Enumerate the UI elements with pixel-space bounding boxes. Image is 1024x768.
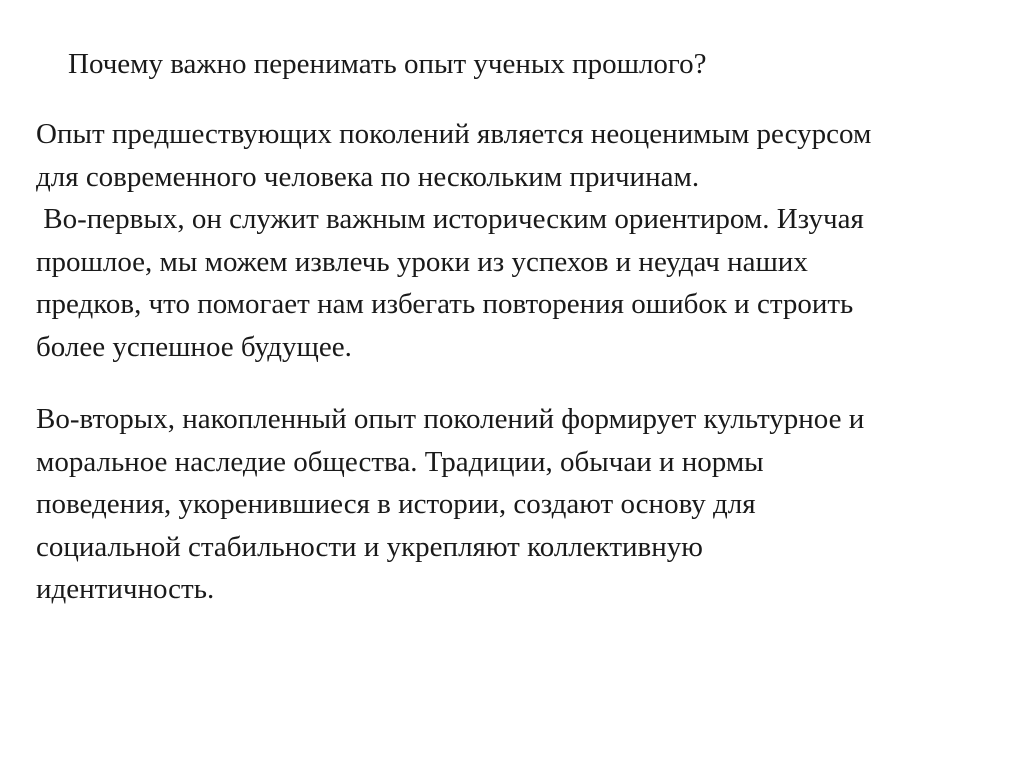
text-line: поведения, укоренившиеся в истории, создают основу для [36, 488, 756, 520]
text-line: идентичность. [36, 573, 215, 605]
text-line: прошлое, мы можем извлечь уроки из успехов и неудач наших [36, 245, 808, 278]
text-line: Опыт предшествующих поколений является неоценимым ресурсом [36, 118, 872, 150]
text-line: более успешное будущее. [36, 330, 352, 363]
paragraph-second-reason [36, 398, 1020, 611]
text-line: для современного человека по нескольким причинам. [36, 160, 700, 193]
text-line: моральное наследие общества. Традиции, обычаи и нормы [36, 445, 764, 478]
text-line: Во-первых, он служит важным историческим ориентиром. Изучая [36, 203, 864, 235]
text-line: предков, что помогает нам избегать повторения ошибок и строить [36, 288, 854, 320]
paragraph-intro-and-first-reason [36, 113, 1020, 368]
slide-title: Почему важно перенимать опыт ученых прошлого? [68, 48, 707, 80]
text-line: Во-вторых, накопленный опыт поколений формирует культурное и [36, 403, 865, 435]
text-line: социальной стабильности и укрепляют коллективную [36, 530, 703, 563]
